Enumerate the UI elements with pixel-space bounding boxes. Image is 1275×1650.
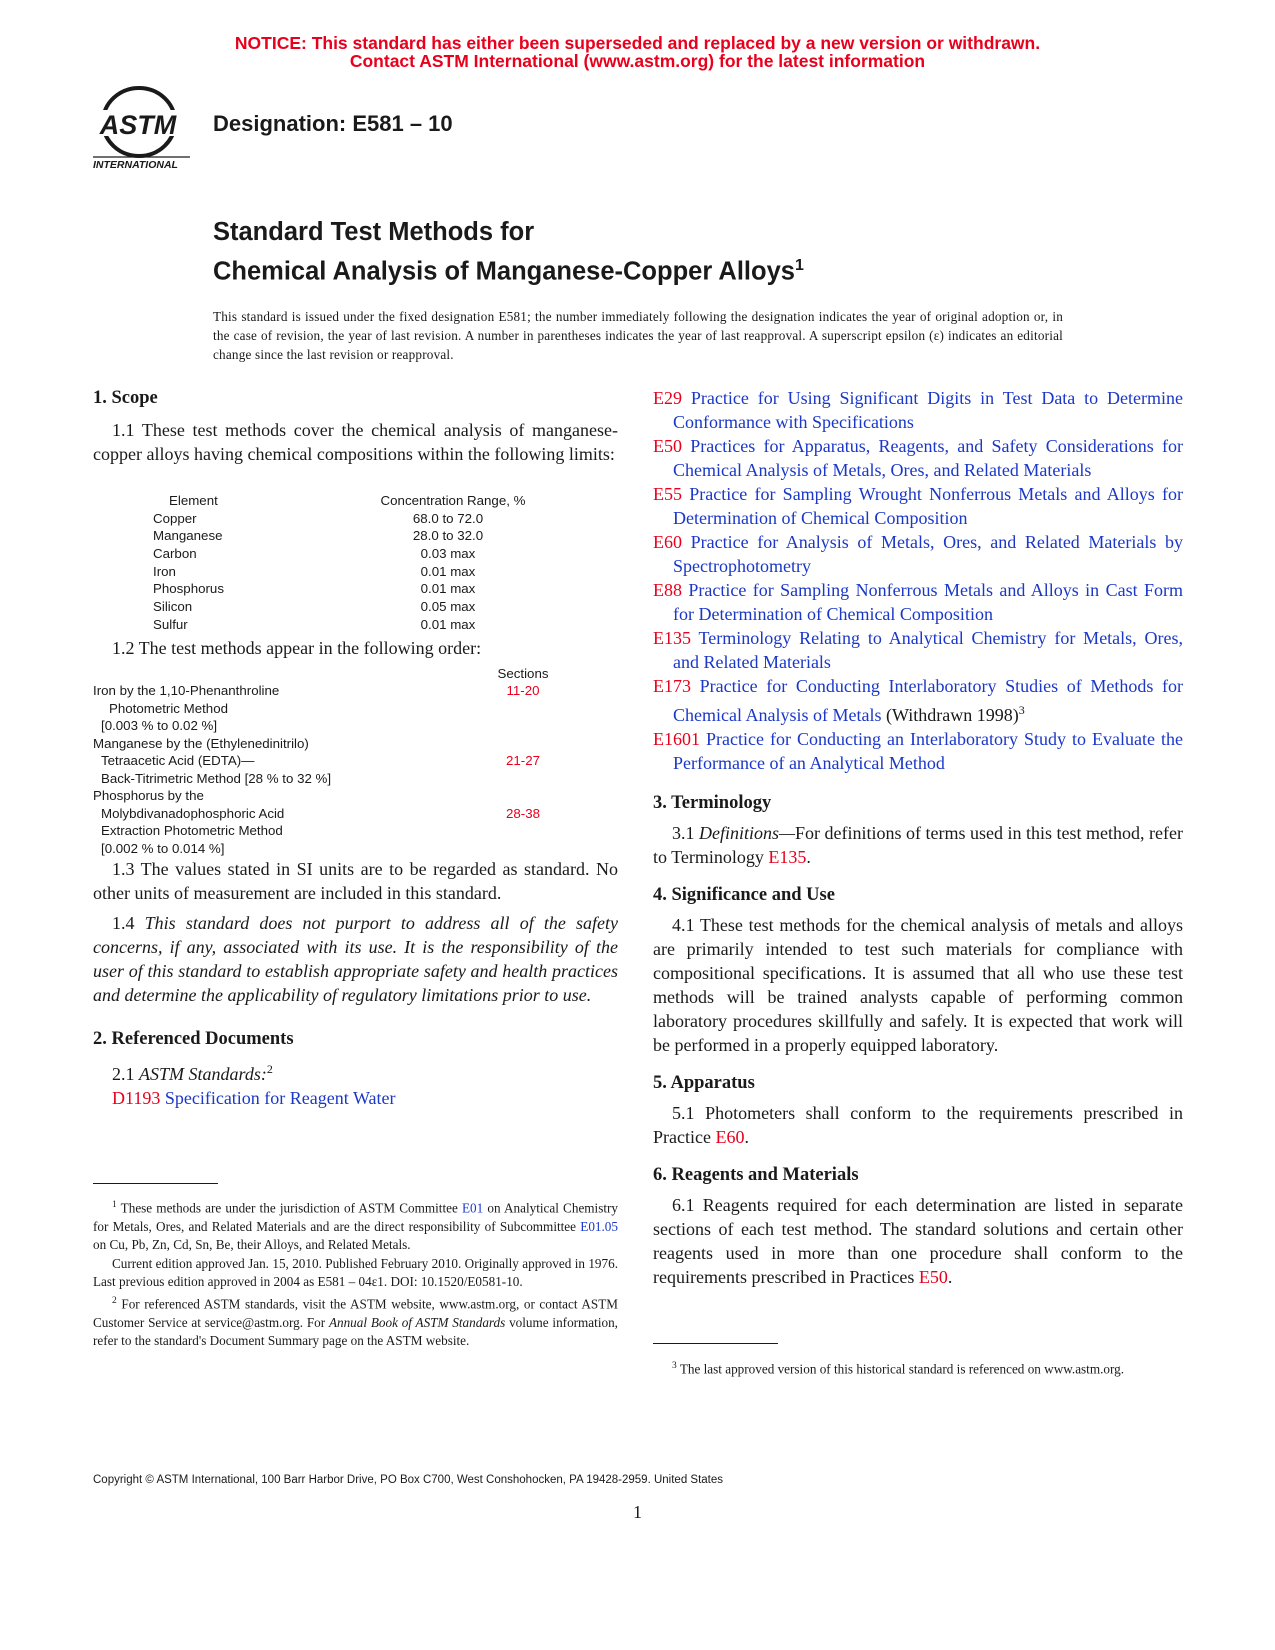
- paragraph-1-4-text: This standard does not purport to address all of the safety concerns, if any, associated with its use. It is the responsibility of the user of this standard to establish appropriate safety and health practices and determine the applicability of regulatory limitations prior to use.: [93, 913, 619, 1005]
- reference-item-e173[interactable]: [653, 674, 1183, 727]
- title-line-2-text: Chemical Analysis of Manganese-Copper Alloys: [213, 257, 795, 286]
- subcommittee-link[interactable]: E01.05: [580, 1218, 618, 1234]
- title-line-1: Standard Test Methods for: [213, 218, 535, 246]
- manganese-method-line: Tetraacetic Acid (EDTA)—: [101, 753, 255, 768]
- footnote-2-text-b: volume information, refer to the standard's Document Summary page on the ASTM website.: [93, 1314, 618, 1349]
- manganese-method-line: Manganese by the (Ethylenedinitrilo): [93, 736, 309, 751]
- footnotes-right: [653, 1357, 1183, 1379]
- paragraph-6-1: [653, 1193, 1183, 1289]
- paragraph-1-4: [93, 911, 618, 1007]
- footnote-divider: [653, 1343, 778, 1344]
- reference-withdrawn-note: (Withdrawn 1998): [881, 705, 1019, 725]
- element-name: Silicon: [153, 599, 193, 615]
- footnote-3: [653, 1357, 1183, 1379]
- reference-item-d1193[interactable]: [93, 1086, 618, 1110]
- reference-code[interactable]: D1193: [112, 1088, 161, 1108]
- footnote-1: [93, 1196, 618, 1255]
- paragraph-5-1-text: 5.1 Photometers shall conform to the requirements prescribed in Practice: [653, 1103, 1183, 1147]
- footnote-3-text: The last approved version of this historical standard is referenced on www.astm.org.: [679, 1361, 1125, 1377]
- element-range: 28.0 to 32.0: [412, 528, 484, 544]
- scope-continued: [93, 857, 618, 1110]
- reference-title[interactable]: Practice for Conducting Interlaboratory Studies of Methods for Chemical Analysis of Metals: [673, 676, 1183, 725]
- paragraph-1-4-number: 1.4: [112, 913, 135, 933]
- manganese-sections-link[interactable]: 21-27: [505, 753, 540, 768]
- reference-title[interactable]: Specification for Reagent Water: [164, 1088, 396, 1108]
- table-row: [153, 527, 573, 545]
- paragraph-5-1-end: .: [744, 1127, 749, 1147]
- element-range: 0.05 max: [420, 599, 476, 615]
- table-row: [153, 510, 573, 528]
- document-title: [213, 216, 804, 289]
- edition-note: Current edition approved Jan. 15, 2010. Published February 2010. Originally approved in 1976. Last previous edition approved in 2004 as E581 – 04ε1. DOI: 10.1520/E0581-10.: [93, 1255, 618, 1290]
- footnote-1-text-c: on Cu, Pb, Zn, Cd, Sn, Be, their Alloys, and Related Metals.: [93, 1237, 411, 1253]
- notice-line-2: Contact ASTM International (www.astm.org) for the latest information: [349, 51, 926, 71]
- designation: Designation: E581 – 10: [213, 111, 453, 136]
- reference-code[interactable]: E60: [653, 532, 682, 552]
- paragraph-6-1-end: .: [947, 1267, 953, 1287]
- footnote-3-marker: 3: [672, 1361, 677, 1371]
- composition-table: [153, 492, 573, 634]
- manganese-method-line: Back-Titrimetric Method [28 % to 32 %]: [101, 771, 332, 786]
- element-name: Phosphorus: [153, 581, 224, 597]
- section-heading-reagents: 6. Reagents and Materials: [653, 1165, 859, 1185]
- paragraph-2-1: [93, 1057, 618, 1086]
- paragraph-5-1: [653, 1101, 1183, 1149]
- iron-method-line: Photometric Method: [109, 701, 228, 716]
- section-heading-terminology: 3. Terminology: [653, 793, 772, 813]
- phosphorus-method-line: Molybdivanadophosphoric Acid: [101, 806, 285, 821]
- reference-code[interactable]: E173: [653, 676, 691, 696]
- footnote-2-text-a: For referenced ASTM standards, visit the ASTM website, www.astm.org, or contact ASTM Customer Service at service@astm.org. For: [93, 1296, 619, 1330]
- reference-title[interactable]: Practice for Conducting an Interlaboratory Study to Evaluate the Performance of an Analytical Method: [673, 729, 1183, 773]
- element-name: Iron: [153, 563, 176, 579]
- element-name: Sulfur: [153, 616, 188, 632]
- section-heading-apparatus: 5. Apparatus: [653, 1073, 755, 1093]
- table-row: [153, 580, 573, 598]
- paragraph-1-2: 1.2 The test methods appear in the following order:: [112, 638, 482, 658]
- composition-table-header: [153, 492, 573, 510]
- phosphorus-sections-link[interactable]: 28-38: [505, 806, 540, 821]
- reference-code[interactable]: E29: [653, 388, 682, 408]
- practice-e60-link[interactable]: E60: [715, 1127, 745, 1147]
- reference-title[interactable]: Terminology Relating to Analytical Chemistry for Metals, Ores, and Related Materials: [673, 628, 1183, 672]
- footnote-1-text-b: on Analytical Chemistry for Metals, Ores, and Related Materials and are the direct responsibility of Subcommittee: [93, 1200, 619, 1234]
- footnote-2: [93, 1292, 618, 1351]
- table-row: [153, 545, 573, 563]
- title-line-2: [213, 249, 804, 289]
- element-range: 0.01 max: [420, 616, 476, 632]
- element-range: 0.03 max: [420, 546, 476, 562]
- paragraph-2-1-text: ASTM Standards:: [139, 1064, 267, 1084]
- reference-item-e60[interactable]: [653, 530, 1183, 578]
- reference-item-e1601[interactable]: [653, 727, 1183, 775]
- paragraph-1-3: 1.3 The values stated in SI units are to be regarded as standard. No other units of measurement are included in this standard.: [93, 859, 618, 903]
- reference-code[interactable]: E50: [653, 436, 682, 456]
- astm-logo: [90, 80, 200, 175]
- element-name: Copper: [153, 510, 197, 526]
- reference-title[interactable]: Practice for Analysis of Metals, Ores, and Related Materials by Spectrophotometry: [673, 532, 1184, 576]
- section-heading-referenced-documents: 2. Referenced Documents: [93, 1029, 294, 1049]
- reference-item-e50[interactable]: [653, 434, 1183, 482]
- table-row: [153, 563, 573, 581]
- footnote-1-text-a: These methods are under the jurisdiction of ASTM Committee: [120, 1200, 462, 1216]
- reference-item-e29[interactable]: [653, 386, 1183, 434]
- element-range: 0.01 max: [420, 563, 476, 579]
- element-name: Manganese: [153, 528, 223, 544]
- iron-method-range: [0.003 % to 0.02 %]: [101, 718, 218, 733]
- reference-code[interactable]: E88: [653, 580, 682, 600]
- issuance-statement: This standard is issued under the fixed designation E581; the number immediately following the designation indicates the year of original adoption or, in the case of revision, the year of last revision. A number in parentheses indicates the year of last reapproval. A superscript epsilon (ε) indicates an editorial change since the last revision or reapproval.: [213, 309, 1063, 362]
- table-row: [153, 616, 573, 634]
- iron-method-line: Iron by the 1,10-Phenanthroline: [93, 683, 280, 698]
- left-column: [93, 386, 618, 466]
- reference-item-e135[interactable]: [653, 626, 1183, 674]
- table-row: [153, 598, 573, 616]
- paragraph-3-1-number: 3.1: [672, 823, 695, 843]
- terminology-e135-link[interactable]: E135: [768, 847, 807, 867]
- reference-title[interactable]: Practices for Apparatus, Reagents, and Safety Considerations for Chemical Analysis of Metals, Ores, and Related Materials: [673, 436, 1183, 480]
- page-number: 1: [633, 1502, 642, 1522]
- paragraph-2-1-number: 2.1: [112, 1064, 135, 1084]
- sections-header: Sections: [497, 666, 549, 681]
- section-heading-scope: 1. Scope: [93, 388, 158, 408]
- footnote-2-italic: Annual Book of ASTM Standards: [328, 1314, 506, 1330]
- footnote-divider: [93, 1183, 218, 1184]
- paragraph-1-2-wrap: [93, 636, 618, 660]
- reference-title[interactable]: Practice for Sampling Nonferrous Metals and Alloys in Cast Form for Determination of Chemical Composition: [673, 580, 1183, 624]
- element-name: Carbon: [153, 546, 197, 562]
- footnote-2-marker: 2: [112, 1295, 117, 1306]
- element-range: 68.0 to 72.0: [412, 510, 484, 526]
- phosphorus-method-line: Phosphorus by the: [93, 788, 204, 803]
- title-footnote-marker: 1: [794, 257, 804, 274]
- phosphorus-method-range: [0.002 % to 0.014 %]: [101, 841, 225, 856]
- element-range: 0.01 max: [420, 581, 476, 597]
- copyright-notice: Copyright © ASTM International, 100 Barr Harbor Drive, PO Box C700, West Conshohocken, PA 19428-2959. United States: [93, 1474, 724, 1486]
- footnote-marker-2: 2: [266, 1062, 273, 1076]
- reference-item-e55[interactable]: [653, 482, 1183, 530]
- committee-link[interactable]: E01: [461, 1200, 484, 1216]
- reference-title[interactable]: Practice for Sampling Wrought Nonferrous Metals and Alloys for Determination of Chemical Composition: [673, 484, 1184, 528]
- paragraph-6-1-text: 6.1 Reagents required for each determination are listed in separate sections of each test method. The standard solutions and certain other reagents used in more than one procedure shall conform to the requirements prescribed in Practices: [653, 1195, 1183, 1287]
- notice-line-1: NOTICE: This standard has either been superseded and replaced by a new version or withdrawn.: [234, 33, 1041, 53]
- method-order-list: [93, 665, 563, 855]
- iron-sections-link[interactable]: 11-20: [506, 683, 540, 698]
- paragraph-3-1: [653, 821, 1183, 869]
- practices-e50-link[interactable]: E50: [918, 1267, 948, 1287]
- right-column: [653, 386, 1183, 1289]
- paragraph-3-1-end: .: [806, 847, 811, 867]
- footnote-marker-3: 3: [1018, 703, 1025, 717]
- reference-code[interactable]: E1601: [653, 729, 700, 749]
- footnotes-left: [93, 1196, 618, 1351]
- paragraph-4-1: 4.1 These test methods for the chemical analysis of metals and alloys are primarily intended to test such materials for compliance with compositional specifications. It is assumed that all who use these test methods will be trained analysts capable of performing common laboratory procedures skillfully and safely. It is expected that work will be performed in a properly equipped laboratory.: [653, 915, 1183, 1055]
- reference-code[interactable]: E135: [653, 628, 691, 648]
- section-heading-significance: 4. Significance and Use: [653, 885, 835, 905]
- astm-logo-letters: ASTM: [99, 110, 177, 140]
- footnote-1-marker: 1: [112, 1200, 117, 1210]
- astm-logo-text: INTERNATIONAL: [93, 159, 178, 171]
- reference-item-e88[interactable]: [653, 578, 1183, 626]
- column-header-element: Element: [169, 493, 218, 508]
- paragraph-1-1: 1.1 These test methods cover the chemical analysis of manganese-copper alloys having chemical compositions within the following limits:: [93, 420, 618, 464]
- column-header-range: Concentration Range, %: [380, 493, 526, 508]
- reference-code[interactable]: E55: [653, 484, 682, 504]
- reference-title[interactable]: Practice for Using Significant Digits in Test Data to Determine Conformance with Specifications: [673, 388, 1183, 432]
- definitions-term: Definitions—: [699, 823, 796, 843]
- phosphorus-method-line: Extraction Photometric Method: [101, 823, 283, 838]
- paragraph-3-1-text: For definitions of terms used in this test method, refer to Terminology: [653, 823, 1184, 867]
